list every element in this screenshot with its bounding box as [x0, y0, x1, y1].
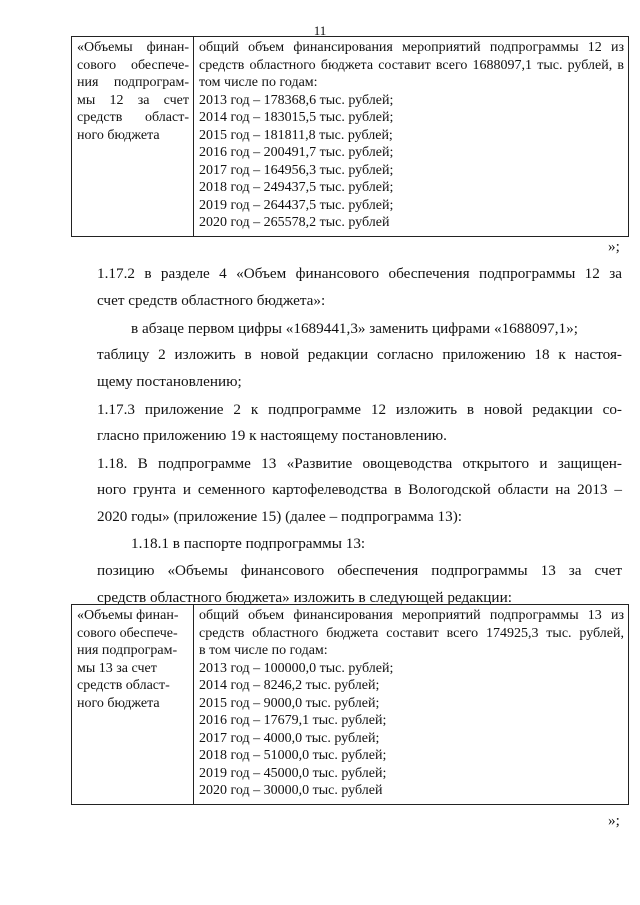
year-line: 2017 год – 164956,3 тыс. рублей;	[199, 162, 394, 178]
year-line: 2018 год – 51000,0 тыс. рублей;	[199, 748, 387, 763]
table-value-cell	[194, 605, 629, 805]
year-line: 2013 год – 178368,6 тыс. рублей;	[199, 92, 394, 108]
label-line: «Объемы финан-	[77, 608, 179, 623]
funding-table-subprogram-13	[71, 604, 629, 805]
label-line: сового обеспече-	[77, 57, 189, 73]
label-line: средств област-	[77, 110, 189, 125]
year-line: 2015 год – 181811,8 тыс. рублей;	[199, 127, 393, 143]
year-line: 2020 год – 30000,0 тыс. рублей	[199, 783, 383, 798]
paragraph-line: 1.17.2 в разделе 4 «Объем финансового обеспечения подпрограммы 12 за	[97, 265, 622, 282]
paragraph-line: таблицу 2 изложить в новой редакции согласно приложению 18 к настоя-	[97, 346, 622, 363]
label-line: мы 12 за счет	[77, 92, 189, 108]
paragraph-line: счет средств областного бюджета»:	[97, 292, 326, 309]
year-line: 2020 год – 265578,2 тыс. рублей	[199, 215, 390, 230]
paragraph-line: позицию «Объемы финансового обеспечения подпрограммы 13 за счет	[97, 562, 622, 579]
value-line: в том числе по годам:	[199, 643, 328, 658]
label-line: средств област-	[77, 678, 170, 693]
page-number: 11	[313, 23, 327, 38]
paragraph-line: 1.17.3 приложение 2 к подпрограмме 12 изложить в новой редакции со-	[97, 401, 622, 418]
year-line: 2019 год – 45000,0 тыс. рублей;	[199, 765, 387, 781]
paragraph-line: гласно приложению 19 к настоящему постановлению.	[97, 427, 447, 444]
year-line: 2016 год – 17679,1 тыс. рублей;	[199, 713, 387, 728]
value-line: том числе по годам:	[199, 75, 318, 90]
paragraph-line: в абзаце первом цифры «1689441,3» заменить цифрами «1688097,1»;	[131, 320, 578, 337]
value-line: средств областного бюджета составит всего 1688097,1 тыс. рублей, в	[199, 57, 624, 73]
year-line: 2016 год – 200491,7 тыс. рублей;	[199, 145, 394, 160]
paragraph-line: 1.18.1 в паспорте подпрограммы 13:	[131, 535, 366, 552]
closing-quote: »;	[608, 238, 620, 255]
value-line: общий объем финансирования мероприятий подпрограммы 12 из	[199, 40, 624, 55]
paragraph-line: 1.18. В подпрограмме 13 «Развитие овощеводства открытого и защищен-	[97, 455, 622, 472]
year-line: 2015 год – 9000,0 тыс. рублей;	[199, 695, 380, 711]
label-line: ного бюджета	[77, 127, 160, 143]
label-line: ния подпрограм-	[77, 643, 178, 658]
table-value-cell	[194, 37, 629, 237]
value-line: общий объем финансирования мероприятий подпрограммы 13 из	[199, 608, 624, 623]
year-line: 2017 год – 4000,0 тыс. рублей;	[199, 730, 380, 746]
year-line: 2019 год – 264437,5 тыс. рублей;	[199, 197, 394, 213]
funding-table-subprogram-12	[71, 36, 629, 237]
label-line: сового обеспече-	[77, 625, 178, 641]
label-line: «Объемы финан-	[77, 40, 189, 55]
paragraph-line: 2020 годы» (приложение 15) (далее – подпрограмма 13):	[97, 508, 462, 525]
label-line: ного бюджета	[77, 695, 160, 711]
table-label-cell	[72, 37, 194, 237]
label-line: мы 13 за счет	[77, 660, 157, 676]
year-line: 2014 год – 183015,5 тыс. рублей;	[199, 110, 394, 125]
closing-quote: »;	[608, 812, 620, 829]
year-line: 2013 год – 100000,0 тыс. рублей;	[199, 660, 394, 676]
table-label-cell	[72, 605, 194, 805]
year-line: 2018 год – 249437,5 тыс. рублей;	[199, 180, 394, 195]
year-line: 2014 год – 8246,2 тыс. рублей;	[199, 678, 380, 693]
paragraph-line: щему постановлению;	[97, 373, 242, 390]
value-line: средств областного бюджета составит всего 174925,3 тыс. рублей,	[199, 625, 624, 641]
paragraph-line: ного грунта и семенного картофелеводства в Вологодской области на 2013 –	[97, 481, 622, 498]
label-line: ния подпрограм-	[77, 75, 189, 90]
paragraph-line: средств областного бюджета» изложить в следующей редакции:	[97, 589, 512, 606]
